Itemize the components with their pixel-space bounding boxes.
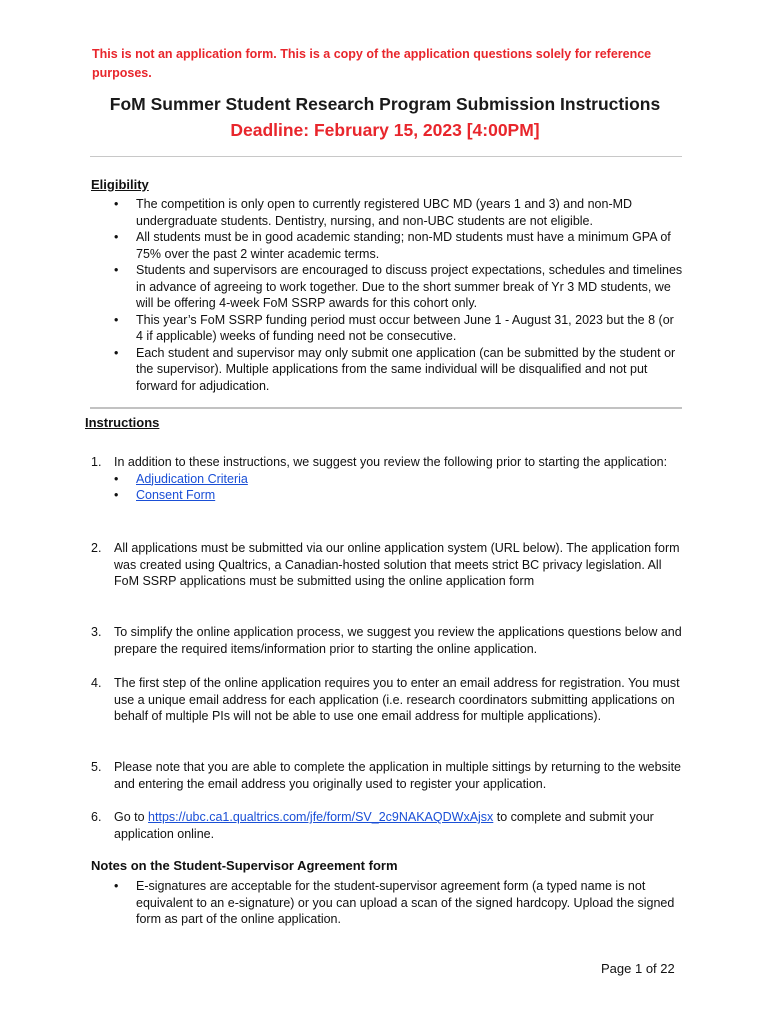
item-text: In addition to these instructions, we suggest you review the following prior to starting the application: <box>114 455 668 469</box>
item-text <box>114 809 686 842</box>
eligibility-heading: Eligibility <box>91 177 149 192</box>
instruction-item-5 <box>91 759 686 792</box>
page-number: Page 1 of 22 <box>601 961 675 976</box>
instruction-item-1 <box>91 454 686 504</box>
instruction-item-6 <box>91 809 686 842</box>
item-text: The first step of the online application requires you to enter an email address for registration. You must use a unique email address for each application (i.e. research coordinators submitting applications on behalf of multiple PIs will not be able to use one email address for multiple applications). <box>114 676 680 723</box>
application-url-link[interactable]: https://ubc.ca1.qualtrics.com/jfe/form/SV_2c9NAKAQDWxAjsx <box>148 810 494 824</box>
eligibility-list <box>114 196 684 394</box>
reference-links <box>114 471 686 504</box>
item-number: 3. <box>91 625 102 639</box>
instruction-item-4 <box>91 675 686 725</box>
instruction-item-3 <box>91 624 686 657</box>
item-text: All applications must be submitted via our online application system (URL below). The application form was created using Qualtrics, a Canadian-hosted solution that meets strict BC privacy legislation. All FoM SSRP applications must be submitted using the online application form <box>114 541 680 588</box>
item-number: 2. <box>91 541 102 555</box>
item-text: To simplify the online application process, we suggest you review the applications questions below and prepare the required items/information prior to starting the online application. <box>114 625 682 656</box>
eligibility-item: • This year’s FoM SSRP funding period must occur between June 1 - August 31, 2023 but the 8 (or 4 if applicable) weeks of funding need not be consecutive. <box>114 312 684 345</box>
consent-form-link[interactable]: Consent Form <box>136 488 216 502</box>
eligibility-item: • Each student and supervisor may only submit one application (can be submitted by the student or the supervisor). Multiple applications from the same individual will be disqualified and not put forward for adjudication. <box>114 345 684 395</box>
item-text-post: to complete and submit your application online. <box>114 810 654 841</box>
item-text: Please note that you are able to complete the application in multiple sittings by returning to the website and entering the email address you originally used to register your application. <box>114 760 682 791</box>
notes-item: • E-signatures are acceptable for the student-supervisor agreement form (a typed name is not equivalent to an e-signature) or you can upload a scan of the signed hardcopy. Upload the signed form as part of the online application. <box>114 878 684 928</box>
notes-heading: Notes on the Student-Supervisor Agreement form <box>91 858 398 873</box>
notes-list <box>114 878 684 928</box>
item-number: 4. <box>91 676 102 690</box>
instructions-heading: Instructions <box>85 415 160 430</box>
instruction-item-2 <box>91 540 686 590</box>
eligibility-item: • All students must be in good academic standing; non-MD students must have a minimum GPA of 75% over the past 2 winter academic terms. <box>114 229 684 262</box>
item-number: 6. <box>91 810 102 824</box>
item-number: 5. <box>91 760 102 774</box>
eligibility-item: • Students and supervisors are encouraged to discuss project expectations, schedules and timelines in advance of agreeing to work together. Due to the short summer break of Yr 3 MD students, we will be offering 4-week FoM SSRP awards for this cohort only. <box>114 262 684 312</box>
item-text-pre: Go to <box>114 810 149 824</box>
reference-notice: This is not an application form. This is a copy of the application questions solely for reference purposes. <box>92 47 652 80</box>
divider-section <box>90 407 682 409</box>
list-item <box>114 471 686 488</box>
adjudication-criteria-link[interactable]: Adjudication Criteria <box>136 471 248 486</box>
page-title: FoM Summer Student Research Program Submission Instructions <box>109 94 661 114</box>
list-item <box>114 487 686 504</box>
deadline: Deadline: February 15, 2023 [4:00PM] <box>230 120 540 140</box>
item-number: 1. <box>91 455 102 469</box>
divider-top <box>90 156 682 157</box>
eligibility-item: • The competition is only open to currently registered UBC MD (years 1 and 3) and non-MD undergraduate students. Dentistry, nursing, and non-UBC students are not eligible. <box>114 196 684 229</box>
